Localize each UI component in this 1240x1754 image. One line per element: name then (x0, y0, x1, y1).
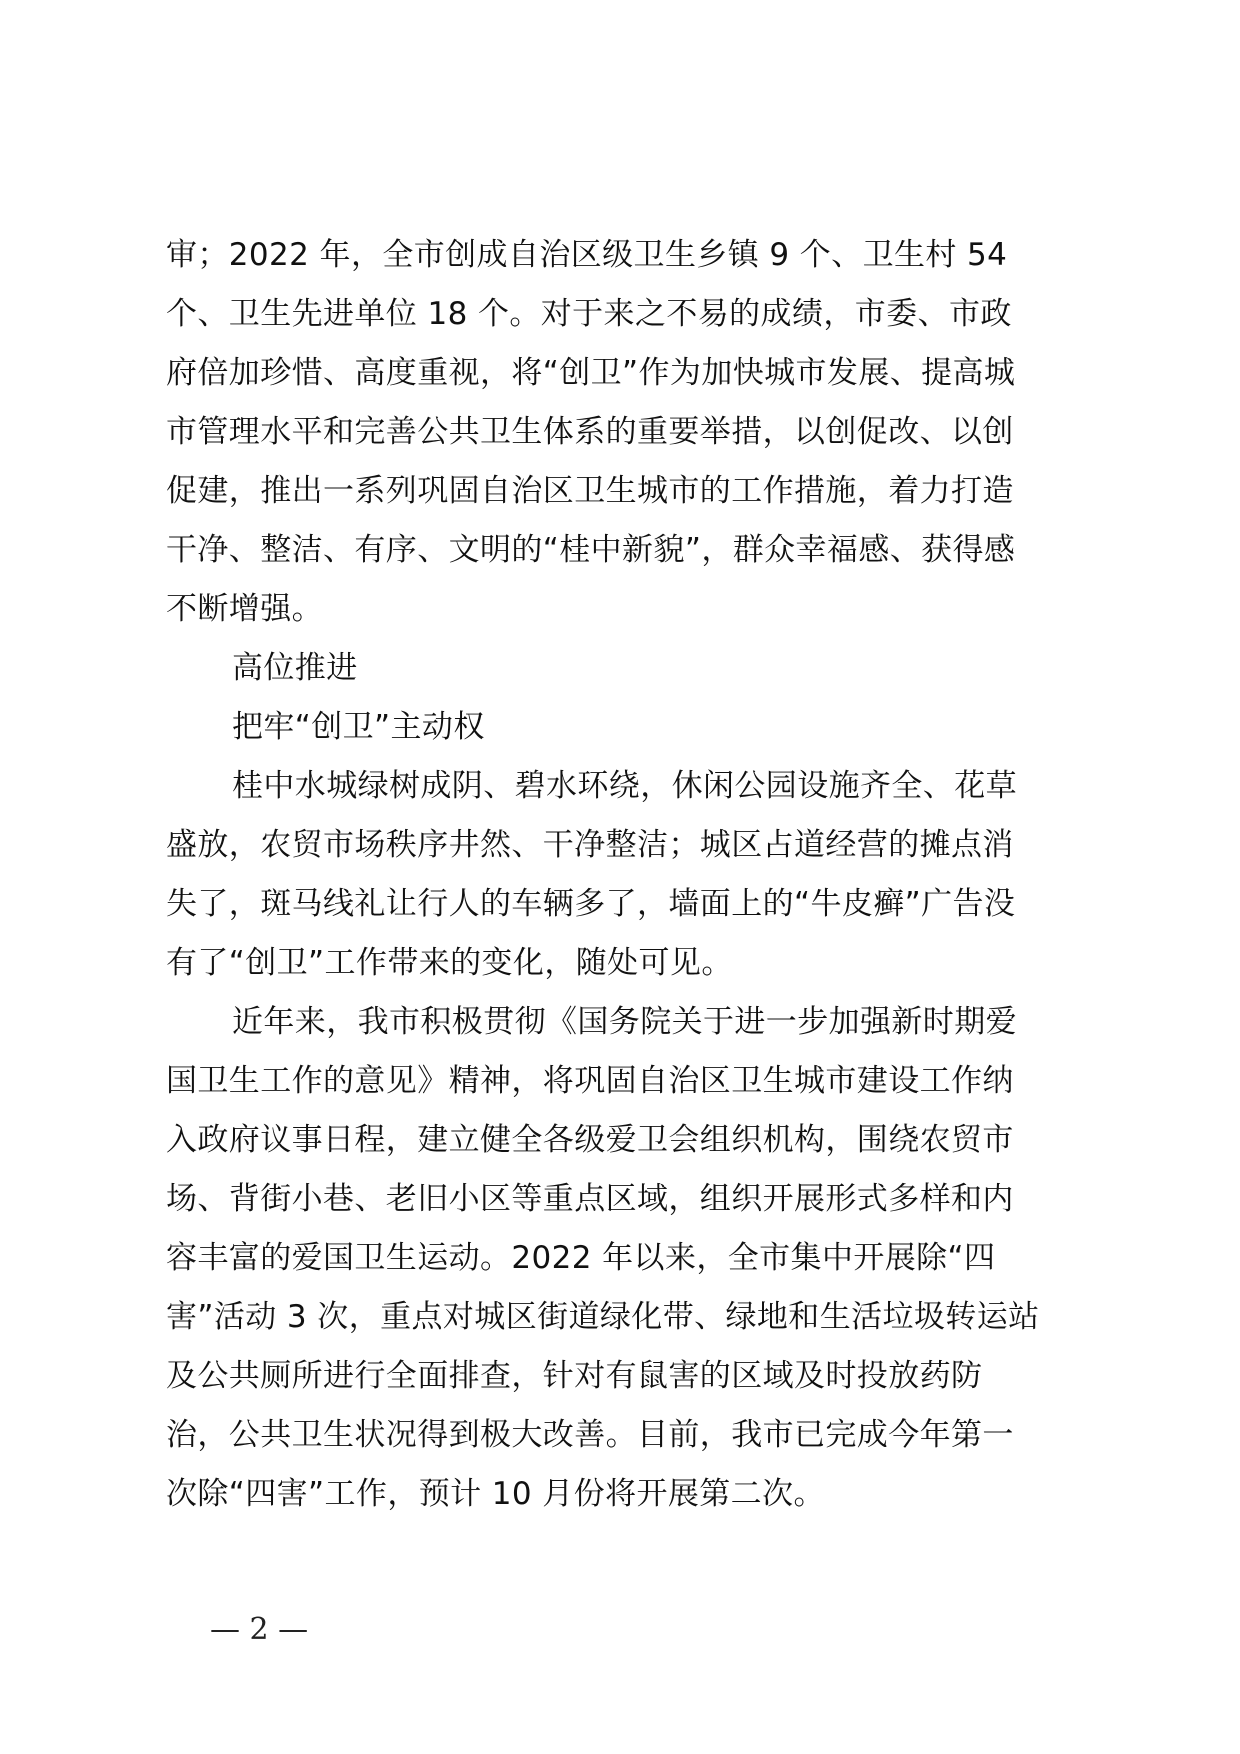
body-text-line: 治，公共卫生状况得到极大改善。目前，我市已完成今年第一 (166, 1417, 1014, 1453)
body-text-line: 审；2022 年，全市创成自治区级卫生乡镇 9 个、卫生村 54 (166, 237, 1008, 273)
body-text-line: 不断增强。 (166, 591, 323, 627)
body-text-line: 容丰富的爱国卫生运动。2022 年以来，全市集中开展除“四 (166, 1240, 996, 1276)
body-text-line: 干净、整洁、有序、文明的“桂中新貌”，群众幸福感、获得感 (166, 532, 1016, 568)
body-text-line: 府倍加珍惜、高度重视，将“创卫”作为加快城市发展、提高城 (166, 355, 1016, 391)
body-text-line: 近年来，我市积极贯彻《国务院关于进一步加强新时期爱 (232, 1004, 1017, 1040)
body-text-line: 入政府议事日程，建立健全各级爱卫会组织机构，围绕农贸市 (166, 1122, 1014, 1158)
body-text-line: 盛放，农贸市场秩序井然、干净整洁；城区占道经营的摊点消 (166, 827, 1014, 863)
body-text-line: 促建，推出一系列巩固自治区卫生城市的工作措施，着力打造 (166, 473, 1014, 509)
section-heading: 高位推进 (232, 650, 358, 686)
body-text-line: 市管理水平和完善公共卫生体系的重要举措，以创促改、以创 (166, 414, 1014, 450)
body-text-line: 场、背街小巷、老旧小区等重点区域，组织开展形式多样和内 (166, 1181, 1014, 1217)
body-text-line: 次除“四害”工作，预计 10 月份将开展第二次。 (166, 1476, 825, 1512)
section-subheading: 把牢“创卫”主动权 (232, 709, 485, 745)
body-text-line: 国卫生工作的意见》精神，将巩固自治区卫生城市建设工作纳 (166, 1063, 1014, 1099)
body-text-line: 桂中水城绿树成阴、碧水环绕，休闲公园设施齐全、花草 (232, 768, 1017, 804)
body-text-line: 个、卫生先进单位 18 个。对于来之不易的成绩，市委、市政 (166, 296, 1012, 332)
document-body (166, 226, 1086, 1524)
body-text-line: 失了，斑马线礼让行人的车辆多了，墙面上的“牛皮癣”广告没 (166, 886, 1016, 922)
body-text-line: 害”活动 3 次，重点对城区街道绿化带、绿地和生活垃圾转运站 (166, 1299, 1040, 1335)
body-text-line: 有了“创卫”工作带来的变化，随处可见。 (166, 945, 733, 981)
body-text-line: 及公共厕所进行全面排查，针对有鼠害的区域及时投放药防 (166, 1358, 983, 1394)
page-number: — 2 — (210, 1612, 309, 1647)
